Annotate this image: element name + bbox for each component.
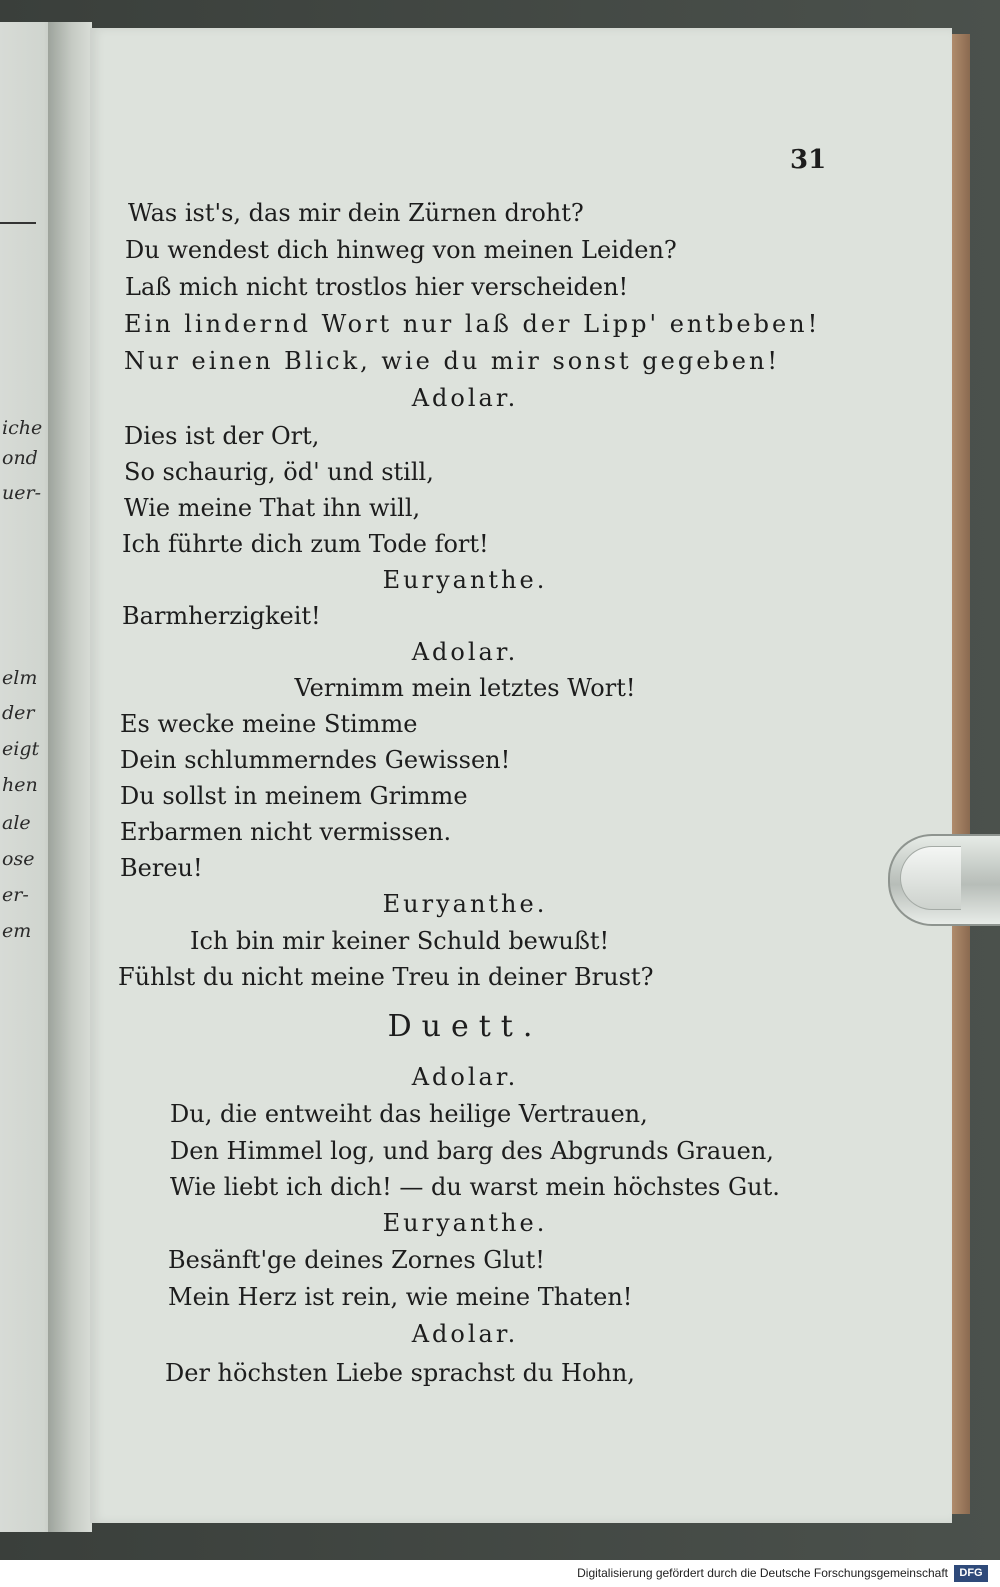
facing-page-fragment: ond [2, 447, 38, 469]
text-line: Dein schlummerndes Gewissen! [120, 746, 511, 774]
facing-page-fragment: er- [2, 884, 29, 906]
text-line: Fühlst du nicht meine Treu in deiner Brust? [118, 963, 654, 991]
facing-page-fragment: hen [2, 774, 38, 796]
speaker-name: Adolar. [411, 638, 519, 666]
text-line: Dies ist der Ort, [124, 422, 320, 450]
facing-page-rule [0, 222, 36, 224]
text-line: Du, die entweiht das heilige Vertrauen, [170, 1100, 648, 1128]
text-line: Ich führte dich zum Tode fort! [122, 530, 489, 558]
speaker-name: Adolar. [411, 1320, 519, 1348]
text-line: Mein Herz ist rein, wie meine Thaten! [168, 1283, 633, 1311]
text-line: Bereu! [120, 854, 203, 882]
book-gutter [48, 22, 92, 1532]
text-line: Barmherzigkeit! [122, 602, 321, 630]
text-line: Erbarmen nicht vermissen. [120, 818, 452, 846]
footer-credit: Digitalisierung gefördert durch die Deutsche Forschungsgemeinschaft [577, 1566, 948, 1580]
facing-page-fragment: ale [2, 812, 31, 834]
text-line: Besänft'ge deines Zornes Glut! [168, 1246, 545, 1274]
text-line: Wie meine That ihn will, [124, 494, 421, 522]
text-line: Laß mich nicht trostlos hier verscheiden! [125, 273, 629, 301]
speaker-name: Adolar. [411, 384, 519, 412]
text-line: Ich bin mir keiner Schuld bewußt! [190, 927, 610, 955]
text-line: Du wendest dich hinweg von meinen Leiden? [125, 236, 677, 264]
text-line: Wie liebt ich dich! — du warst mein höchstes Gut. [170, 1173, 780, 1201]
dfg-logo-icon: DFG [954, 1565, 988, 1582]
speaker-name: Euryanthe. [382, 566, 548, 594]
text-line: Der höchsten Liebe sprachst du Hohn, [165, 1359, 635, 1387]
facing-page-fragment: der [2, 702, 35, 724]
page-edge [950, 34, 970, 1514]
section-heading: Duett. [387, 1009, 543, 1044]
facing-page-fragment: uer- [2, 482, 41, 504]
speaker-name: Euryanthe. [382, 890, 548, 918]
page-clip-inner [900, 846, 961, 910]
text-line: Nur einen Blick, wie du mir sonst gegeben! [124, 347, 781, 375]
facing-page-fragment: iche [2, 417, 43, 439]
speaker-name: Adolar. [411, 1063, 519, 1091]
facing-page-fragment: ose [2, 848, 35, 870]
footer-bar [0, 1560, 1000, 1587]
text-line: Es wecke meine Stimme [120, 710, 418, 738]
text-line: Ein lindernd Wort nur laß der Lipp' entbeben! [124, 310, 821, 338]
text-line: So schaurig, öd' und still, [124, 458, 434, 486]
page-number: 31 [790, 145, 827, 175]
facing-page-fragment: eigt [2, 738, 40, 760]
text-line: Du sollst in meinem Grimme [120, 782, 468, 810]
text-line: Was ist's, das mir dein Zürnen droht? [128, 199, 584, 227]
text-line: Vernimm mein letztes Wort! [294, 674, 636, 702]
text-line: Den Himmel log, und barg des Abgrunds Grauen, [170, 1137, 774, 1165]
facing-page-fragment: em [2, 920, 32, 942]
speaker-name: Euryanthe. [382, 1209, 548, 1237]
facing-page-fragment: elm [2, 667, 38, 689]
